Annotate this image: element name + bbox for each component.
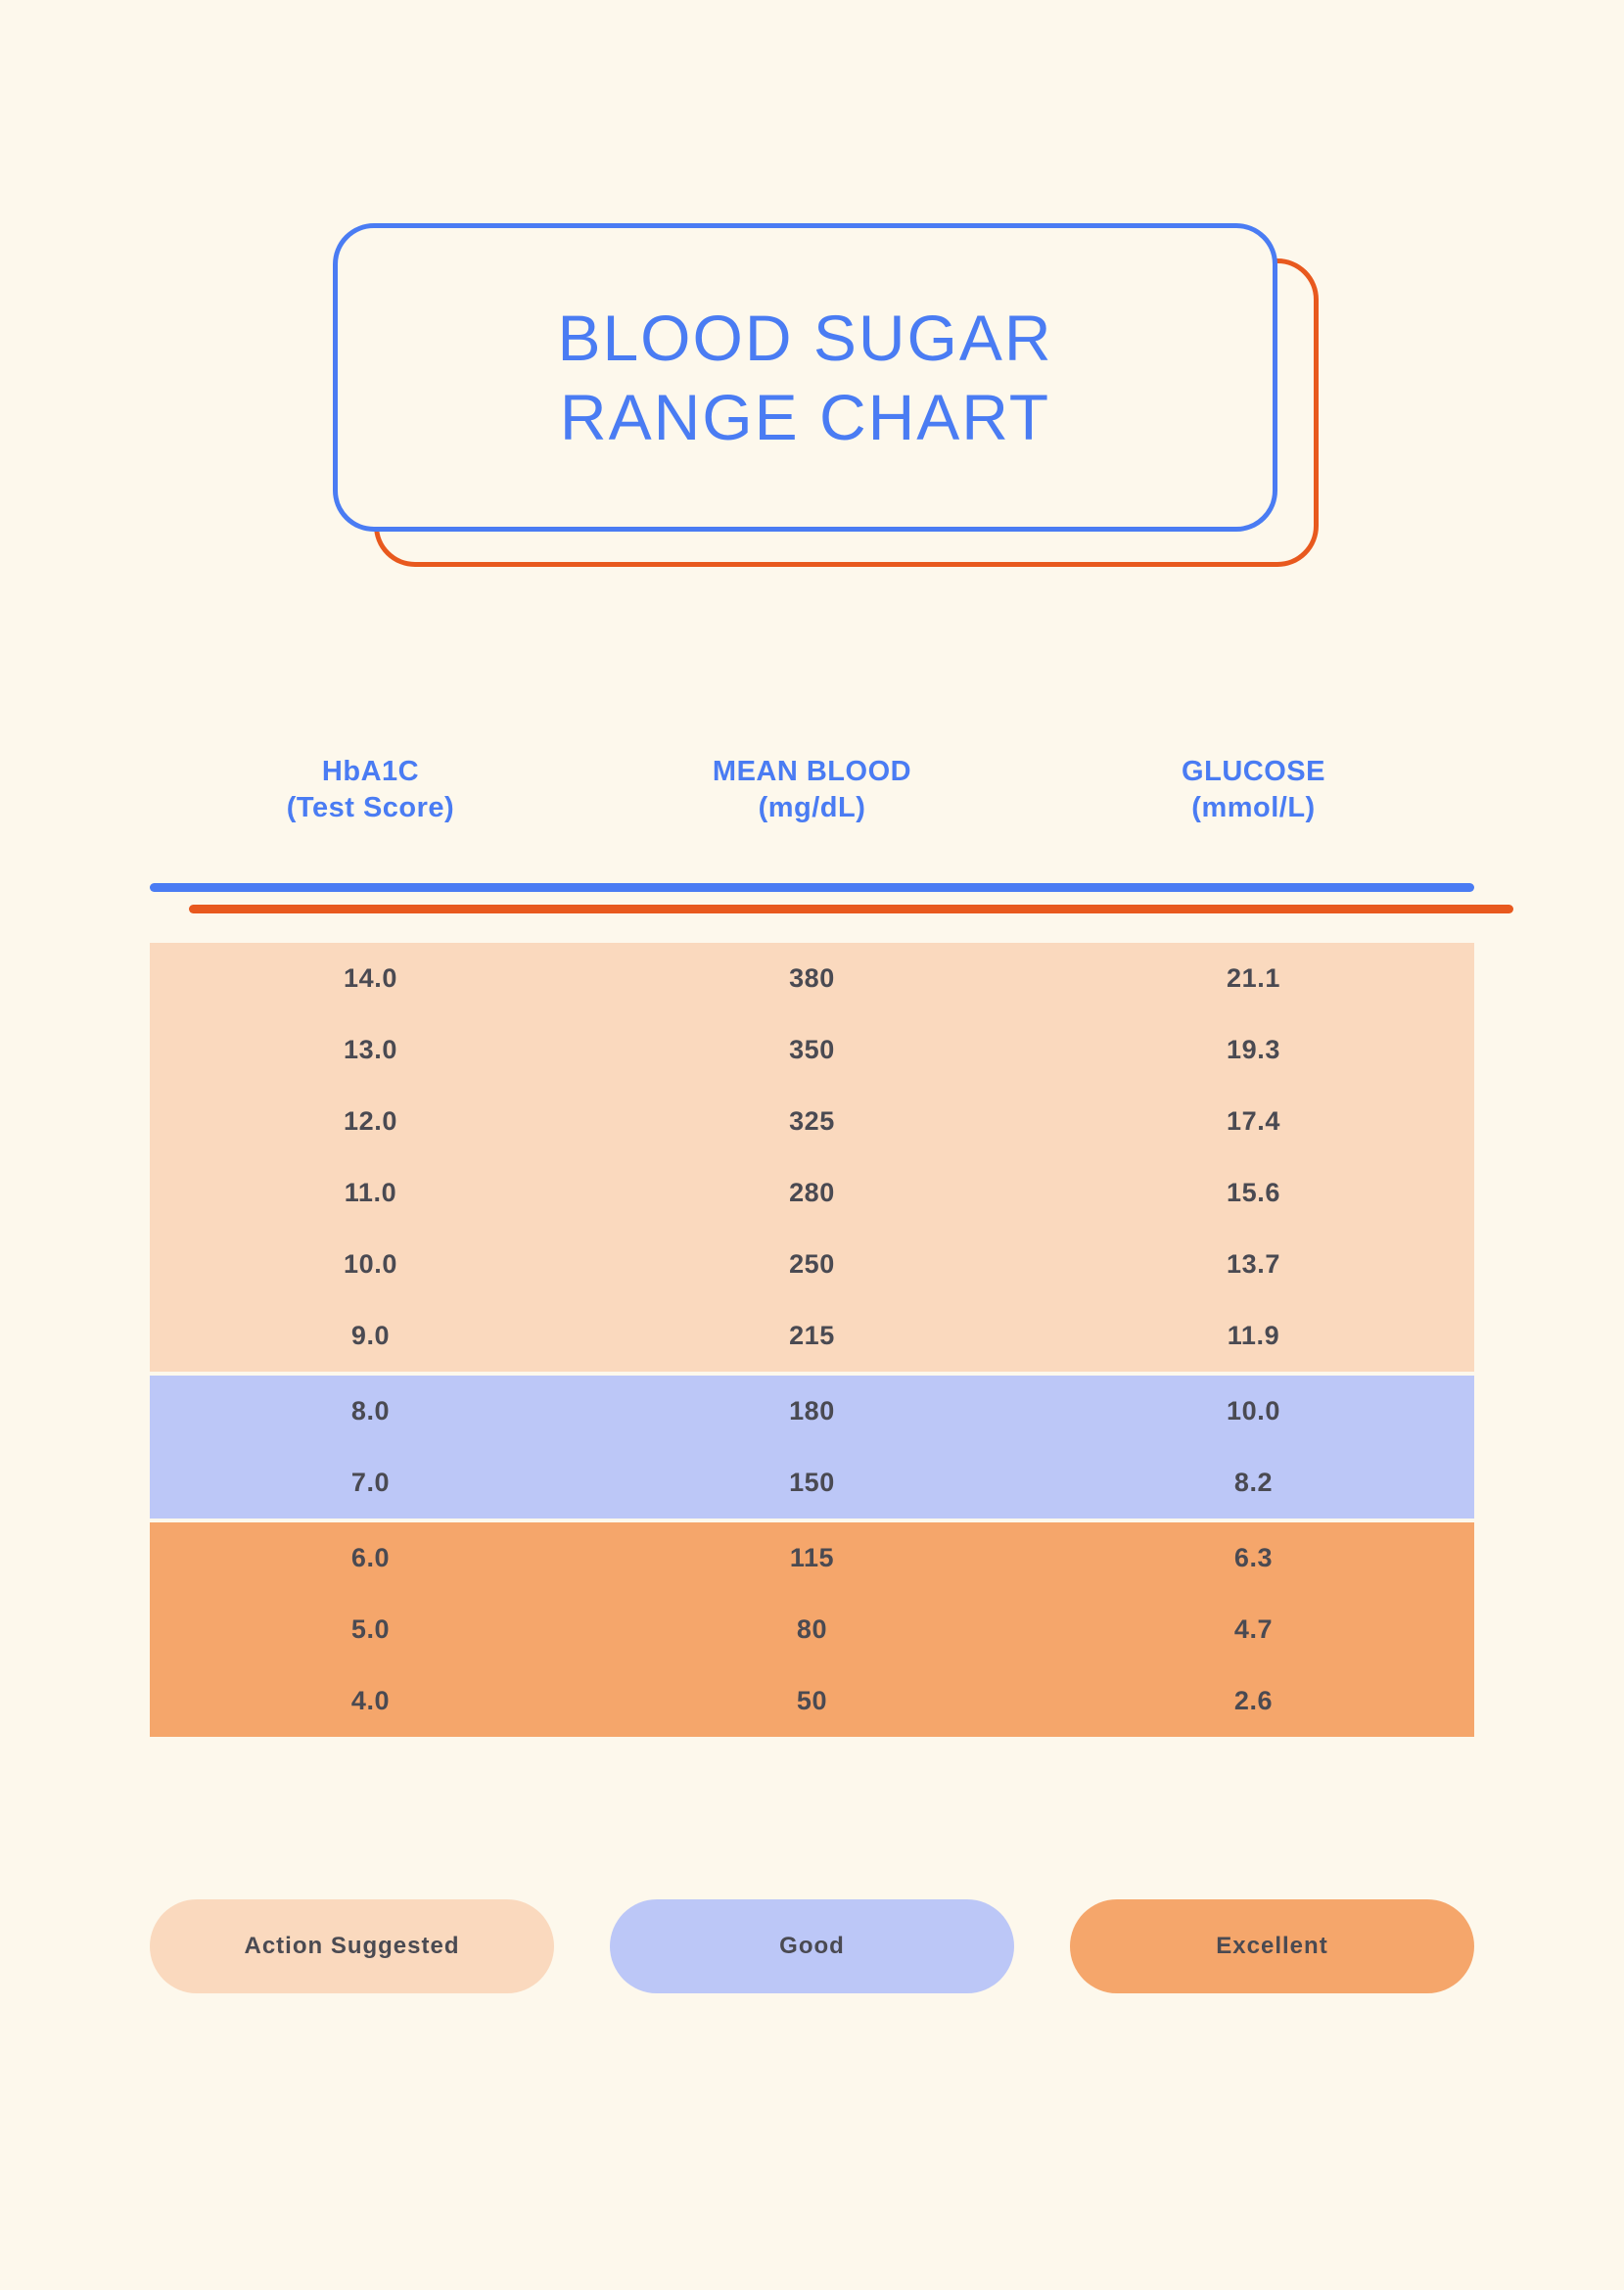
- cell-hba1c: 7.0: [350, 1468, 391, 1498]
- legend-label: Action Suggested: [244, 1933, 460, 1959]
- cell-mean-blood: 325: [789, 1106, 835, 1137]
- cell-glucose: 13.7: [1227, 1249, 1280, 1280]
- cell-glucose: 11.9: [1227, 1321, 1280, 1351]
- band-good: [150, 1376, 1474, 1519]
- cell-glucose: 15.6: [1227, 1178, 1280, 1208]
- legend-label: Excellent: [1216, 1933, 1328, 1959]
- cell-glucose: 6.3: [1233, 1543, 1274, 1573]
- cell-glucose: 4.7: [1233, 1614, 1274, 1645]
- cell-mean-blood: 115: [789, 1543, 835, 1573]
- cell-mean-blood: 350: [789, 1035, 835, 1065]
- cell-glucose: 2.6: [1233, 1686, 1274, 1716]
- table-row: [150, 1229, 1474, 1300]
- cell-hba1c: 12.0: [344, 1106, 397, 1137]
- column-header-hba1c-line2: (Test Score): [286, 792, 455, 824]
- cell-glucose: 8.2: [1233, 1468, 1274, 1498]
- cell-mean-blood: 280: [789, 1178, 835, 1208]
- column-header-glucose-line2: (mmol/L): [1191, 792, 1316, 824]
- table-row: [150, 1157, 1474, 1229]
- column-header-hba1c: [150, 754, 591, 826]
- cell-hba1c: 5.0: [350, 1614, 391, 1645]
- legend: [150, 1899, 1474, 1993]
- cell-glucose: 10.0: [1227, 1396, 1280, 1426]
- table-row: [150, 1086, 1474, 1157]
- divider-orange: [189, 905, 1513, 913]
- cell-hba1c: 11.0: [344, 1178, 397, 1208]
- cell-glucose: 19.3: [1227, 1035, 1280, 1065]
- divider-blue: [150, 883, 1474, 892]
- column-header-glucose-line1: GLUCOSE: [1182, 756, 1325, 787]
- range-table: [150, 754, 1474, 1737]
- table-row: [150, 1300, 1474, 1372]
- cell-hba1c: 6.0: [350, 1543, 391, 1573]
- cell-mean-blood: 250: [789, 1249, 835, 1280]
- page-title: [333, 223, 1277, 532]
- cell-mean-blood: 150: [789, 1468, 835, 1498]
- cell-hba1c: 10.0: [344, 1249, 397, 1280]
- column-header-mean-blood-line2: (mg/dL): [758, 792, 866, 824]
- cell-mean-blood: 215: [789, 1321, 835, 1351]
- cell-hba1c: 9.0: [350, 1321, 391, 1351]
- page-title-line1: BLOOD SUGAR: [557, 301, 1053, 374]
- band-action-suggested: [150, 943, 1474, 1372]
- cell-mean-blood: 380: [789, 963, 835, 994]
- column-header-mean-blood: [591, 754, 1033, 826]
- table-row: [150, 1665, 1474, 1737]
- table-header-row: [150, 754, 1474, 826]
- cell-mean-blood: 80: [796, 1614, 828, 1645]
- table-row: [150, 943, 1474, 1014]
- cell-hba1c: 4.0: [350, 1686, 391, 1716]
- page-title-line2: RANGE CHART: [559, 380, 1051, 453]
- table-body: [150, 943, 1474, 1737]
- cell-mean-blood: 50: [796, 1686, 828, 1716]
- column-header-hba1c-line1: HbA1C: [321, 756, 420, 787]
- cell-hba1c: 13.0: [344, 1035, 397, 1065]
- cell-hba1c: 14.0: [344, 963, 397, 994]
- title-block: [0, 223, 1624, 615]
- table-row: [150, 1447, 1474, 1519]
- cell-hba1c: 8.0: [350, 1396, 391, 1426]
- column-header-mean-blood-line1: MEAN BLOOD: [712, 756, 912, 787]
- table-row: [150, 1594, 1474, 1665]
- table-row: [150, 1376, 1474, 1447]
- cell-glucose: 21.1: [1227, 963, 1280, 994]
- legend-label: Good: [779, 1933, 845, 1959]
- table-row: [150, 1522, 1474, 1594]
- table-row: [150, 1014, 1474, 1086]
- column-header-glucose: [1033, 754, 1474, 826]
- band-excellent: [150, 1522, 1474, 1737]
- legend-item-action-suggested: [150, 1899, 554, 1993]
- cell-mean-blood: 180: [789, 1396, 835, 1426]
- legend-item-good: [610, 1899, 1014, 1993]
- cell-glucose: 17.4: [1227, 1106, 1280, 1137]
- legend-item-excellent: [1070, 1899, 1474, 1993]
